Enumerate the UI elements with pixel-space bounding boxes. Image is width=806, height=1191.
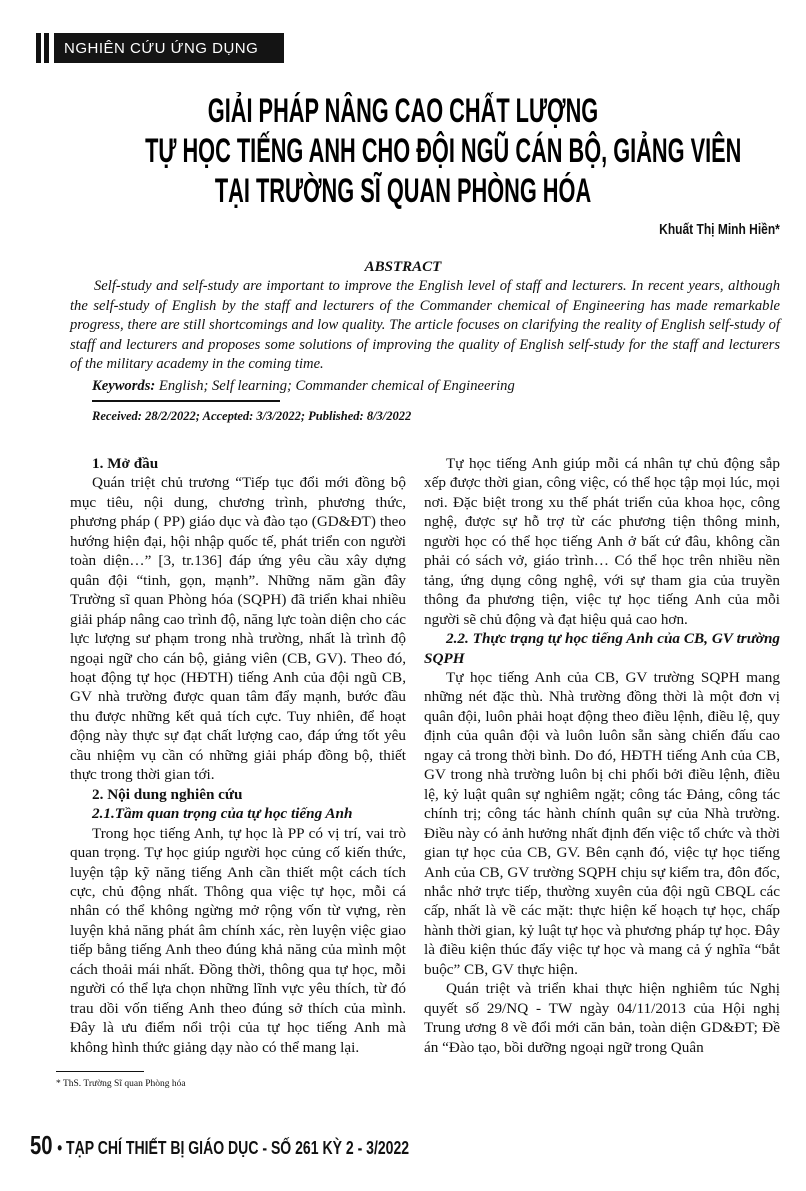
paragraph: Trong học tiếng Anh, tự học là PP có vị trí, vai trò quan trọng. Tự học giúp người học củng cố kiến thức, luyện tập kỹ năng tiếng Anh cần thiết một cách tích cực, chủ động nhất. Thông qua việc tự học, mỗi cá nhân có thể không ngừng mở rộng vốn từ vựng, rèn luyện khả năng phát âm chính xác, rèn luyện việc giao tiếp bằng tiếng Anh theo đúng khả năng của mình một cách thoải mái nhất. Đồng thời, thông qua tự học, mỗi người có thể lựa chọn những lĩnh vực yêu thích, từ đó trau dồi vốn tiếng Anh theo đúng sở thích của mình. Đây là ưu điểm nổi trội của tự học tiếng Anh mà không hình thức giảng dạy nào có thể mang lại.: [70, 824, 406, 1056]
paragraph: Tự học tiếng Anh giúp mỗi cá nhân tự chủ động sắp xếp được thời gian, công việc, có thể học tập mọi lúc, mọi nơi. Đặc biệt trong xu thế phát triển của khoa học, công nghệ, được sự hỗ trợ từ các phương tiện thông minh, người học có thể học tiếng Anh ở bất cứ đâu, không cần phải có sách vở, giáo trình… Có thể học trên nhiều nền tảng, ứng dụng công nghệ, với sự tham gia của truyền thông đa phương tiện, việc tự học tiếng Anh của mỗi người sẽ chủ động và đạt hiệu quả cao hơn.: [424, 455, 780, 628]
title-line: TỰ HỌC TIẾNG ANH CHO ĐỘI NGŨ CÁN BỘ, GIẢNG VIÊN: [145, 132, 742, 170]
paragraph: Quán triệt và triển khai thực hiện nghiêm túc Nghị quyết số 29/NQ - TW ngày 04/11/2013 của Hội nghị Trung ương 8 về đổi mới căn bản, toàn diện GD&ĐT; Đề án “Đào tạo, bồi dưỡng ngoại ngữ trong Quân: [424, 980, 780, 1056]
title-line: GIẢI PHÁP NÂNG CAO CHẤT LƯỢNG: [207, 92, 599, 130]
keywords: [92, 377, 780, 397]
author-row: [36, 221, 780, 241]
keywords-label: Keywords:: [92, 377, 156, 394]
author: Khuất Thị Minh Hiền*: [659, 221, 780, 238]
paragraph: Tự học tiếng Anh của CB, GV trường SQPH mang những nét đặc thù. Nhà trường đồng thời là một đơn vị quân đội, luôn phải hoạt động theo điều lệnh, điều lệ, quy định của quân đội và luôn luôn sẵn sàng chiến đấu cao ngay cả trong thời bình. Do đó, HĐTH tiếng Anh của CB, GV trong nhà trường luôn bị chi phối bởi điều lệnh, điều lệ, kỷ luật quân sự nghiêm ngặt; công tác Đảng, công tác chính trị; công tác hành chính quân sự của Nhà trường. Điều này có ảnh hưởng nhất định đến việc tổ chức và thời gian tự học của CB, GV. Bên cạnh đó, việc tự học tiếng Anh của CB, GV trường SQPH chịu sự kiểm tra, đôn đốc, nhắc nhở trực tiếp, thường xuyên của đội ngũ CBQL các cấp, nhất là về các mặt: thực hiện kế hoạch tự học, chấp hành thời gian, kỷ luật tự học và phương pháp tự học. Đây là điều kiện thúc đẩy việc tự học và mang cả ý nghĩa “bắt buộc” CB, GV thực hiện.: [424, 668, 780, 978]
keywords-value: English; Self learning; Commander chemical of Engineering: [158, 377, 515, 394]
article-title: [0, 91, 806, 211]
subsection-heading: 2.2. Thực trạng tự học tiếng Anh của CB, GV trường SQPH: [424, 630, 780, 667]
section-heading: 1. Mở đầu: [92, 455, 159, 472]
section-tag-label: NGHIÊN CỨU ỨNG DỤNG: [54, 33, 284, 63]
section-tag: [36, 33, 780, 63]
right-column: [424, 454, 780, 1090]
page-footer: [30, 1130, 615, 1161]
subsection-heading: 2.1.Tầm quan trọng của tự học tiếng Anh: [92, 805, 353, 823]
abstract-heading: ABSTRACT: [364, 259, 442, 275]
article-dates: Received: 28/2/2022; Accepted: 3/3/2022; Published: 8/3/2022: [92, 409, 412, 423]
left-column: [56, 454, 406, 1090]
paragraph: Quán triệt chủ trương “Tiếp tục đổi mới đồng bộ mục tiêu, nội dung, chương trình, phương thức, phương pháp ( PP) giáo dục và đào tạo (GD&ĐT) theo hướng hiện đại, hội nhập quốc tế, phát triển con người toàn diện…” [3, tr.136] đáp ứng yêu cầu xây dựng quân đội “tinh, gọn, mạnh”. Những năm gần đây Trường sĩ quan Phòng hóa (SQPH) đã triển khai nhiều giải pháp nâng cao trình độ, năng lực toàn diện cho các lực lượng sư phạm trong nhà trường, nhất là trình độ ngoại ngữ cho cán bộ, giảng viên (CB, GV). Theo đó, hoạt động tự học (HĐTH) tiếng Anh của đội ngũ CB, GV nhà trường được quan tâm đẩy mạnh, bước đầu thu được những kết quả tích cực. Tuy nhiên, để hoạt động này thực sự đạt chất lượng cao, đáp ứng tốt yêu cầu nhiệm vụ cần có những giải pháp đồng bộ, thiết thực trong thời gian tới.: [70, 474, 406, 784]
title-line: TẠI TRƯỜNG SĨ QUAN PHÒNG HÓA: [214, 172, 592, 210]
journal-info: • TẠP CHÍ THIẾT BỊ GIÁO DỤC - SỐ 261 KỲ 2 - 3/2022: [57, 1138, 410, 1159]
footnote-divider: [56, 1071, 144, 1072]
tag-bar-mark: [44, 33, 49, 63]
page-number: 50: [30, 1130, 53, 1161]
abstract-text: Self-study and self-study are important to improve the English level of staff and lecturers. In recent years, although the self-study of English by the staff and lecturers of the Commander chemical of Engineering has made remarkable progress, there are still shortcomings and low quality. The article focuses on clarifying the reality of English self-study of staff and lecturers and proposes some solutions of improving the quality of English self-study for the staff and lecturers of the military academy in the coming time.: [70, 278, 780, 372]
tag-bar-mark: [36, 33, 41, 63]
body-columns: [56, 454, 780, 1090]
footnote: * ThS. Trường Sĩ quan Phòng hóa: [56, 1079, 186, 1090]
divider: [92, 400, 280, 402]
section-heading: 2. Nội dung nghiên cứu: [92, 785, 243, 803]
